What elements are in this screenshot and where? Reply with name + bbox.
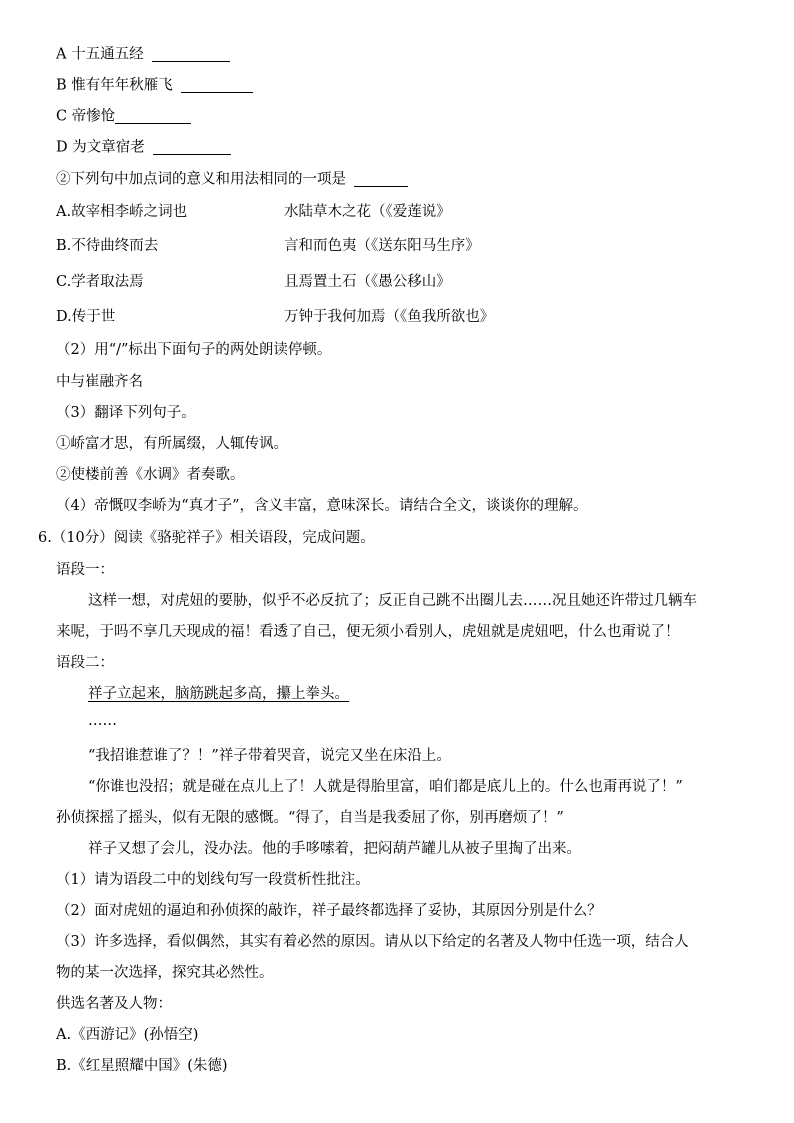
- segment-1-text-line-2: 来呢，于吗不享几天现成的福！看透了自己，便无须小看别人，虎妞就是虎妞吧，什么也甭说了！: [56, 624, 680, 640]
- segment-2-dialog-1: “我招谁惹谁了？！”祥子带着哭音，说完又坐在床沿上。: [88, 748, 451, 764]
- question-3-item-2: ②使楼前善《水调》者奏歌。: [56, 467, 245, 483]
- options-label: 供选名著及人物：: [56, 996, 172, 1012]
- subquestion-1-2: ②下列句中加点词的意义和用法相同的一项是: [56, 172, 408, 187]
- question-2-sentence: 中与崔融齐名: [56, 374, 143, 390]
- option-b: B.《红星照耀中国》(朱德): [56, 1058, 228, 1074]
- segment-1-text-line-1: 这样一想，对虎妞的要胁，似乎不必反抗了；反正自己跳不出圈儿去……况且她还许带过几辆车: [88, 593, 697, 609]
- question-6-3-line-1: （3）许多选择，看似偶然，其实有着必然的原因。请从以下给定的名著及人物中任选一项，结合人: [56, 934, 689, 950]
- segment-2-dialog-2-line-1: “你谁也没招；就是碰在点儿上了！人就是得胎里富，咱们都是底儿上的。什么也甭再说了！”: [88, 779, 683, 795]
- segment-2-ellipsis: ……: [88, 713, 117, 729]
- question-item-a: A 十五通五经: [56, 47, 230, 62]
- segment-2-label: 语段二：: [56, 655, 114, 671]
- choice-b: B.不待曲终而去 言和而色夷（《送东阳马生序》: [56, 238, 480, 254]
- answer-blank[interactable]: [153, 140, 231, 155]
- option-a: A.《西游记》(孙悟空): [56, 1027, 199, 1043]
- choice-d: D.传于世 万钟于我何加焉（《鱼我所欲也》: [56, 309, 495, 325]
- question-2: （2）用“/”标出下面句子的两处朗读停顿。: [56, 342, 332, 358]
- answer-blank[interactable]: [354, 172, 408, 187]
- question-6-2: （2）面对虎妞的逼迫和孙侦探的敲诈，祥子最终都选择了妥协，其原因分别是什么？: [56, 903, 602, 919]
- segment-2-underlined-sentence: 祥子立起来，脑筋跳起多高，攥上拳头。: [88, 686, 349, 702]
- answer-blank[interactable]: [115, 109, 191, 124]
- segment-2-dialog-2-line-2: 孙侦探摇了摇头，似有无限的感慨。“得了，自当是我委屈了你，别再磨烦了！”: [56, 810, 564, 826]
- choice-a: A.故宰相李峤之词也 水陆草木之花（《爱莲说》: [56, 204, 451, 220]
- question-6-1: （1）请为语段二中的划线句写一段赏析性批注。: [56, 872, 370, 888]
- answer-blank[interactable]: [152, 47, 230, 62]
- question-6-3-line-2: 物的某一次选择，探究其必然性。: [56, 965, 274, 981]
- question-item-d: D 为文章宿老: [56, 140, 231, 155]
- question-item-c: C 帝惨怆: [56, 109, 191, 124]
- question-4: （4）帝慨叹李峤为“真才子”，含义丰富，意味深长。请结合全文，谈谈你的理解。: [56, 498, 588, 514]
- question-item-b: B 惟有年年秋雁飞: [56, 78, 253, 93]
- answer-blank[interactable]: [181, 78, 253, 93]
- choice-c: C.学者取法焉 且焉置土石（《愚公移山》: [56, 274, 451, 290]
- question-6-title: 6.（10分）阅读《骆驼祥子》相关语段，完成问题。: [38, 530, 375, 546]
- question-3-item-1: ①峤富才思，有所属缀，人辄传讽。: [56, 436, 288, 452]
- question-3: （3）翻译下列句子。: [56, 405, 196, 421]
- segment-1-label: 语段一：: [56, 562, 114, 578]
- segment-2-dialog-3: 祥子又想了会儿，没办法。他的手哆嗦着，把闷葫芦罐儿从被子里掏了出来。: [88, 841, 581, 857]
